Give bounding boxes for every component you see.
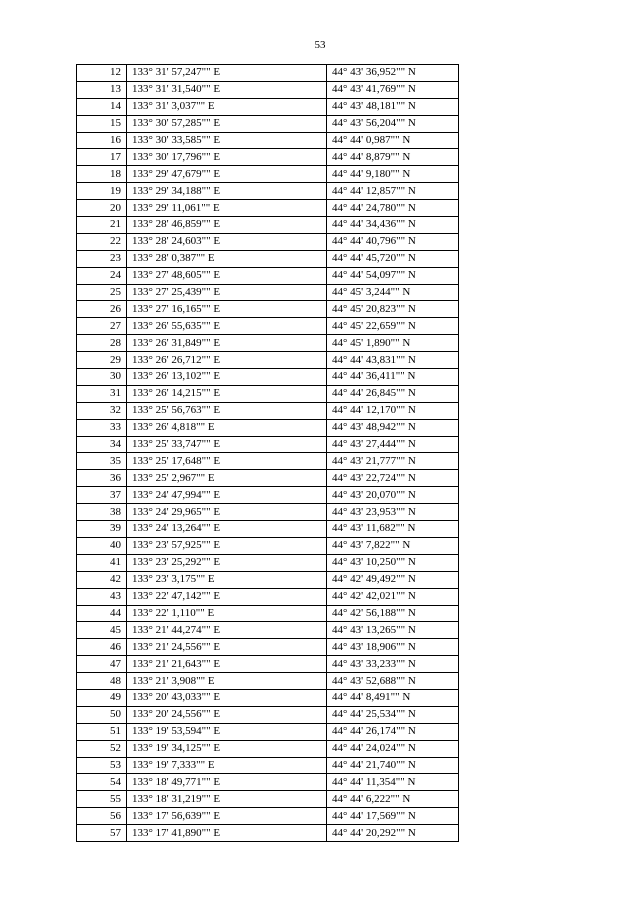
point-number-cell: 30: [77, 369, 127, 386]
point-number-cell: 48: [77, 673, 127, 690]
table-row: [77, 98, 459, 115]
table-row: [77, 436, 459, 453]
longitude-cell: 133° 21' 24,556"" E: [127, 639, 327, 656]
longitude-cell: 133° 31' 3,037"" E: [127, 98, 327, 115]
longitude-cell: 133° 29' 11,061"" E: [127, 200, 327, 217]
table-row: [77, 115, 459, 132]
table-row: [77, 301, 459, 318]
table-row: [77, 622, 459, 639]
latitude-cell: 44° 44' 11,354"" N: [327, 774, 459, 791]
longitude-cell: 133° 18' 31,219"" E: [127, 791, 327, 808]
longitude-cell: 133° 27' 25,439"" E: [127, 284, 327, 301]
longitude-cell: 133° 19' 53,594"" E: [127, 723, 327, 740]
latitude-cell: 44° 43' 33,233"" N: [327, 656, 459, 673]
table-row: [77, 369, 459, 386]
longitude-cell: 133° 21' 44,274"" E: [127, 622, 327, 639]
point-number-cell: 27: [77, 318, 127, 335]
latitude-cell: 44° 45' 1,890"" N: [327, 335, 459, 352]
longitude-cell: 133° 19' 34,125"" E: [127, 740, 327, 757]
point-number-cell: 15: [77, 115, 127, 132]
longitude-cell: 133° 22' 47,142"" E: [127, 588, 327, 605]
latitude-cell: 44° 43' 48,942"" N: [327, 419, 459, 436]
table-row: [77, 639, 459, 656]
point-number-cell: 57: [77, 825, 127, 842]
point-number-cell: 38: [77, 504, 127, 521]
longitude-cell: 133° 17' 56,639"" E: [127, 808, 327, 825]
point-number-cell: 20: [77, 200, 127, 217]
latitude-cell: 44° 44' 0,987"" N: [327, 132, 459, 149]
latitude-cell: 44° 43' 52,688"" N: [327, 673, 459, 690]
longitude-cell: 133° 29' 47,679"" E: [127, 166, 327, 183]
latitude-cell: 44° 44' 8,879"" N: [327, 149, 459, 166]
latitude-cell: 44° 44' 6,222"" N: [327, 791, 459, 808]
table-row: [77, 825, 459, 842]
longitude-cell: 133° 27' 48,605"" E: [127, 267, 327, 284]
longitude-cell: 133° 18' 49,771"" E: [127, 774, 327, 791]
latitude-cell: 44° 44' 40,796"" N: [327, 233, 459, 250]
table-row: [77, 740, 459, 757]
longitude-cell: 133° 25' 56,763"" E: [127, 402, 327, 419]
point-number-cell: 56: [77, 808, 127, 825]
point-number-cell: 43: [77, 588, 127, 605]
longitude-cell: 133° 21' 3,908"" E: [127, 673, 327, 690]
latitude-cell: 44° 44' 54,097"" N: [327, 267, 459, 284]
point-number-cell: 24: [77, 267, 127, 284]
longitude-cell: 133° 30' 17,796"" E: [127, 149, 327, 166]
table-row: [77, 200, 459, 217]
point-number-cell: 41: [77, 554, 127, 571]
latitude-cell: 44° 45' 20,823"" N: [327, 301, 459, 318]
table-row: [77, 352, 459, 369]
table-row: [77, 419, 459, 436]
table-row: [77, 723, 459, 740]
point-number-cell: 45: [77, 622, 127, 639]
point-number-cell: 49: [77, 689, 127, 706]
table-row: [77, 267, 459, 284]
point-number-cell: 36: [77, 470, 127, 487]
table-row: [77, 605, 459, 622]
longitude-cell: 133° 24' 47,994"" E: [127, 487, 327, 504]
longitude-cell: 133° 31' 57,247"" E: [127, 65, 327, 82]
coordinates-table: [76, 64, 459, 842]
table-row: [77, 233, 459, 250]
table-row: [77, 166, 459, 183]
latitude-cell: 44° 43' 48,181"" N: [327, 98, 459, 115]
latitude-cell: 44° 44' 20,292"" N: [327, 825, 459, 842]
latitude-cell: 44° 45' 3,244"" N: [327, 284, 459, 301]
latitude-cell: 44° 43' 18,906"" N: [327, 639, 459, 656]
point-number-cell: 32: [77, 402, 127, 419]
longitude-cell: 133° 25' 2,967"" E: [127, 470, 327, 487]
latitude-cell: 44° 44' 17,569"" N: [327, 808, 459, 825]
latitude-cell: 44° 44' 36,411"" N: [327, 369, 459, 386]
table-row: [77, 504, 459, 521]
latitude-cell: 44° 43' 56,204"" N: [327, 115, 459, 132]
longitude-cell: 133° 25' 17,648"" E: [127, 453, 327, 470]
table-row: [77, 791, 459, 808]
longitude-cell: 133° 27' 16,165"" E: [127, 301, 327, 318]
table-row: [77, 217, 459, 234]
longitude-cell: 133° 31' 31,540"" E: [127, 81, 327, 98]
longitude-cell: 133° 29' 34,188"" E: [127, 183, 327, 200]
longitude-cell: 133° 28' 46,859"" E: [127, 217, 327, 234]
point-number-cell: 14: [77, 98, 127, 115]
point-number-cell: 52: [77, 740, 127, 757]
point-number-cell: 25: [77, 284, 127, 301]
latitude-cell: 44° 45' 22,659"" N: [327, 318, 459, 335]
table-row: [77, 453, 459, 470]
table-row: [77, 571, 459, 588]
longitude-cell: 133° 23' 3,175"" E: [127, 571, 327, 588]
latitude-cell: 44° 42' 56,188"" N: [327, 605, 459, 622]
latitude-cell: 44° 43' 36,952"" N: [327, 65, 459, 82]
longitude-cell: 133° 23' 57,925"" E: [127, 537, 327, 554]
latitude-cell: 44° 44' 43,831"" N: [327, 352, 459, 369]
latitude-cell: 44° 43' 41,769"" N: [327, 81, 459, 98]
latitude-cell: 44° 43' 7,822"" N: [327, 537, 459, 554]
table-row: [77, 656, 459, 673]
longitude-cell: 133° 19' 7,333"" E: [127, 757, 327, 774]
latitude-cell: 44° 44' 26,845"" N: [327, 385, 459, 402]
coordinates-table-body: [77, 65, 459, 842]
table-row: [77, 554, 459, 571]
point-number-cell: 12: [77, 65, 127, 82]
latitude-cell: 44° 44' 26,174"" N: [327, 723, 459, 740]
point-number-cell: 42: [77, 571, 127, 588]
point-number-cell: 50: [77, 706, 127, 723]
longitude-cell: 133° 20' 24,556"" E: [127, 706, 327, 723]
latitude-cell: 44° 43' 10,250"" N: [327, 554, 459, 571]
longitude-cell: 133° 17' 41,890"" E: [127, 825, 327, 842]
point-number-cell: 35: [77, 453, 127, 470]
point-number-cell: 28: [77, 335, 127, 352]
point-number-cell: 47: [77, 656, 127, 673]
point-number-cell: 18: [77, 166, 127, 183]
table-row: [77, 774, 459, 791]
longitude-cell: 133° 20' 43,033"" E: [127, 689, 327, 706]
longitude-cell: 133° 26' 26,712"" E: [127, 352, 327, 369]
latitude-cell: 44° 44' 45,720"" N: [327, 250, 459, 267]
table-row: [77, 521, 459, 538]
point-number-cell: 37: [77, 487, 127, 504]
longitude-cell: 133° 24' 13,264"" E: [127, 521, 327, 538]
point-number-cell: 53: [77, 757, 127, 774]
table-row: [77, 757, 459, 774]
latitude-cell: 44° 44' 34,436"" N: [327, 217, 459, 234]
point-number-cell: 33: [77, 419, 127, 436]
latitude-cell: 44° 43' 21,777"" N: [327, 453, 459, 470]
table-row: [77, 588, 459, 605]
latitude-cell: 44° 43' 27,444"" N: [327, 436, 459, 453]
latitude-cell: 44° 42' 49,492"" N: [327, 571, 459, 588]
table-row: [77, 402, 459, 419]
table-row: [77, 487, 459, 504]
longitude-cell: 133° 30' 33,585"" E: [127, 132, 327, 149]
table-row: [77, 537, 459, 554]
point-number-cell: 29: [77, 352, 127, 369]
point-number-cell: 55: [77, 791, 127, 808]
longitude-cell: 133° 28' 0,387"" E: [127, 250, 327, 267]
longitude-cell: 133° 22' 1,110"" E: [127, 605, 327, 622]
point-number-cell: 23: [77, 250, 127, 267]
longitude-cell: 133° 26' 55,635"" E: [127, 318, 327, 335]
point-number-cell: 51: [77, 723, 127, 740]
page-number: 53: [314, 39, 326, 51]
latitude-cell: 44° 43' 23,953"" N: [327, 504, 459, 521]
table-row: [77, 65, 459, 82]
latitude-cell: 44° 44' 8,491"" N: [327, 689, 459, 706]
latitude-cell: 44° 43' 22,724"" N: [327, 470, 459, 487]
point-number-cell: 21: [77, 217, 127, 234]
longitude-cell: 133° 26' 13,102"" E: [127, 369, 327, 386]
table-row: [77, 318, 459, 335]
point-number-cell: 46: [77, 639, 127, 656]
table-row: [77, 706, 459, 723]
table-row: [77, 284, 459, 301]
table-row: [77, 689, 459, 706]
point-number-cell: 34: [77, 436, 127, 453]
latitude-cell: 44° 44' 12,170"" N: [327, 402, 459, 419]
longitude-cell: 133° 21' 21,643"" E: [127, 656, 327, 673]
table-row: [77, 250, 459, 267]
table-row: [77, 673, 459, 690]
point-number-cell: 26: [77, 301, 127, 318]
point-number-cell: 13: [77, 81, 127, 98]
latitude-cell: 44° 43' 13,265"" N: [327, 622, 459, 639]
table-row: [77, 808, 459, 825]
table-row: [77, 183, 459, 200]
longitude-cell: 133° 24' 29,965"" E: [127, 504, 327, 521]
table-row: [77, 149, 459, 166]
table-row: [77, 132, 459, 149]
latitude-cell: 44° 42' 42,021"" N: [327, 588, 459, 605]
latitude-cell: 44° 43' 20,070"" N: [327, 487, 459, 504]
point-number-cell: 17: [77, 149, 127, 166]
point-number-cell: 16: [77, 132, 127, 149]
point-number-cell: 22: [77, 233, 127, 250]
latitude-cell: 44° 43' 11,682"" N: [327, 521, 459, 538]
longitude-cell: 133° 28' 24,603"" E: [127, 233, 327, 250]
point-number-cell: 39: [77, 521, 127, 538]
table-row: [77, 385, 459, 402]
latitude-cell: 44° 44' 24,780"" N: [327, 200, 459, 217]
point-number-cell: 19: [77, 183, 127, 200]
latitude-cell: 44° 44' 21,740"" N: [327, 757, 459, 774]
point-number-cell: 31: [77, 385, 127, 402]
table-row: [77, 81, 459, 98]
table-row: [77, 470, 459, 487]
longitude-cell: 133° 30' 57,285"" E: [127, 115, 327, 132]
longitude-cell: 133° 26' 4,818"" E: [127, 419, 327, 436]
point-number-cell: 54: [77, 774, 127, 791]
longitude-cell: 133° 25' 33,747"" E: [127, 436, 327, 453]
longitude-cell: 133° 26' 14,215"" E: [127, 385, 327, 402]
point-number-cell: 40: [77, 537, 127, 554]
latitude-cell: 44° 44' 25,534"" N: [327, 706, 459, 723]
latitude-cell: 44° 44' 12,857"" N: [327, 183, 459, 200]
longitude-cell: 133° 26' 31,849"" E: [127, 335, 327, 352]
latitude-cell: 44° 44' 24,024"" N: [327, 740, 459, 757]
table-row: [77, 335, 459, 352]
point-number-cell: 44: [77, 605, 127, 622]
longitude-cell: 133° 23' 25,292"" E: [127, 554, 327, 571]
latitude-cell: 44° 44' 9,180"" N: [327, 166, 459, 183]
